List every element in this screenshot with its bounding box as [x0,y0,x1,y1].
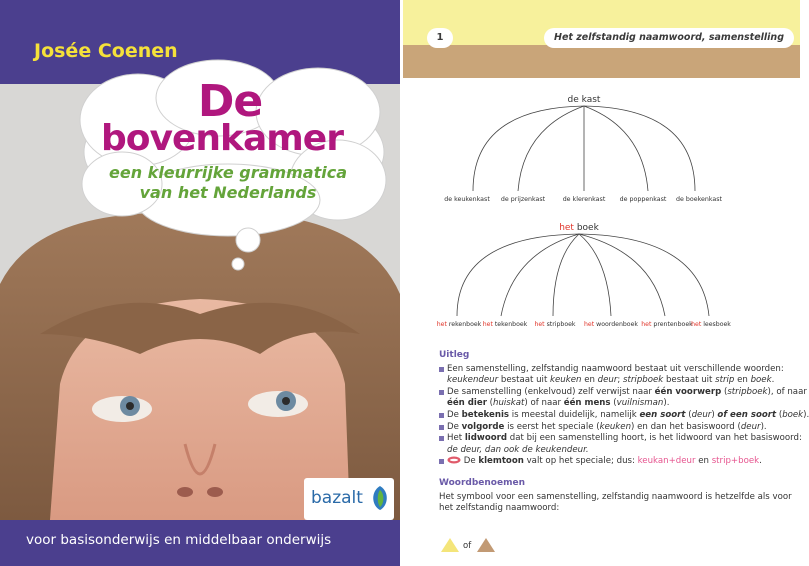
explanation-bullet: Een samenstelling, zelfstandig naamwoord bestaat uit verschillende woorden: keukendeur bestaat uit keuken en deur; stripboek bestaat uit strip en boek. [439,364,794,387]
book-cover [0,0,400,566]
section-title-woordbenoemen: Woordbenoemen [439,477,525,488]
diagram2-leaf: het woordenboek [584,321,638,328]
diagram2-leaf: het prentenboek [641,321,693,328]
explanation-bullet: De klemtoon valt op het speciale; dus: keukan+deur en strip+boek. [439,456,794,468]
woordbenoemen-line: Het symbool voor een samenstelling, zelfstandig naamwoord is hetzelfde als voor [439,491,792,502]
title-line-2: bovenkamer [101,118,343,159]
diagram1-leaf: de poppenkast [619,196,667,203]
diagram2-root: het boek [559,223,599,233]
publisher-name: bazalt [311,488,363,508]
diagram1-root: de kast [567,95,601,105]
explanation-bullet: De betekenis is meestal duidelijk, namelijk een soort (deur) of een soort (boek). [439,410,794,422]
explanation-body [439,350,809,515]
noun-symbols [441,536,521,556]
author-name: Josée Coenen [34,40,178,62]
diagram2-leaf: het leesboek [691,321,731,328]
diagram2-leaf: het rekenboek [436,321,482,328]
diagram1-leaf: de klerenkast [562,196,606,203]
page-header [403,0,800,78]
chapter-title: Het zelfstandig naamwoord, samenstelling [544,28,794,48]
diagram2-leaf: het stripboek [534,321,576,328]
subtitle-line-1: een kleurrijke grammatica [109,163,347,182]
explanation-bullet: De samenstelling (enkelvoud) zelf verwijst naar één voorwerp (stripboek), of naar één dier (huiskat) of naar één mens (vuilnisman). [439,387,794,410]
leaf-logo-icon [370,484,390,512]
yellow-triangle-icon [441,538,459,552]
title-line-1: De [197,76,263,127]
diagram1-leaf: de keukenkast [444,196,490,203]
explanation-bullet: De volgorde is eerst het speciale (keuken) en dan het basiswoord (deur). [439,422,794,434]
symbol-or-text: of [463,541,472,551]
grammar-page [403,0,809,566]
cover-tagline: voor basisonderwijs en middelbaar onderwijs [26,532,332,548]
explanation-bullet: Het lidwoord dat bij een samenstelling hoort, is het lidwoord van het basiswoord: de deur, dan ook de keukendeur. [439,433,794,456]
diagram1-leaf: de prijzenkast [500,196,546,203]
section-title-uitleg: Uitleg [439,350,470,360]
brown-triangle-icon [477,538,495,552]
compound-word-diagrams [403,88,800,338]
diagram2-leaf: het tekenboek [482,321,528,328]
subtitle-line-2: van het Nederlands [139,183,317,202]
woordbenoemen-line: het zelfstandig naamwoord: [439,503,560,514]
mouth-icon [447,456,461,464]
page-number: 1 [427,28,453,48]
publisher-badge [304,478,394,520]
diagram-kast [473,106,695,191]
diagram1-leaf: de boekenkast [675,196,723,203]
cover-bottom-band [0,520,400,566]
diagram-boek [457,234,709,316]
